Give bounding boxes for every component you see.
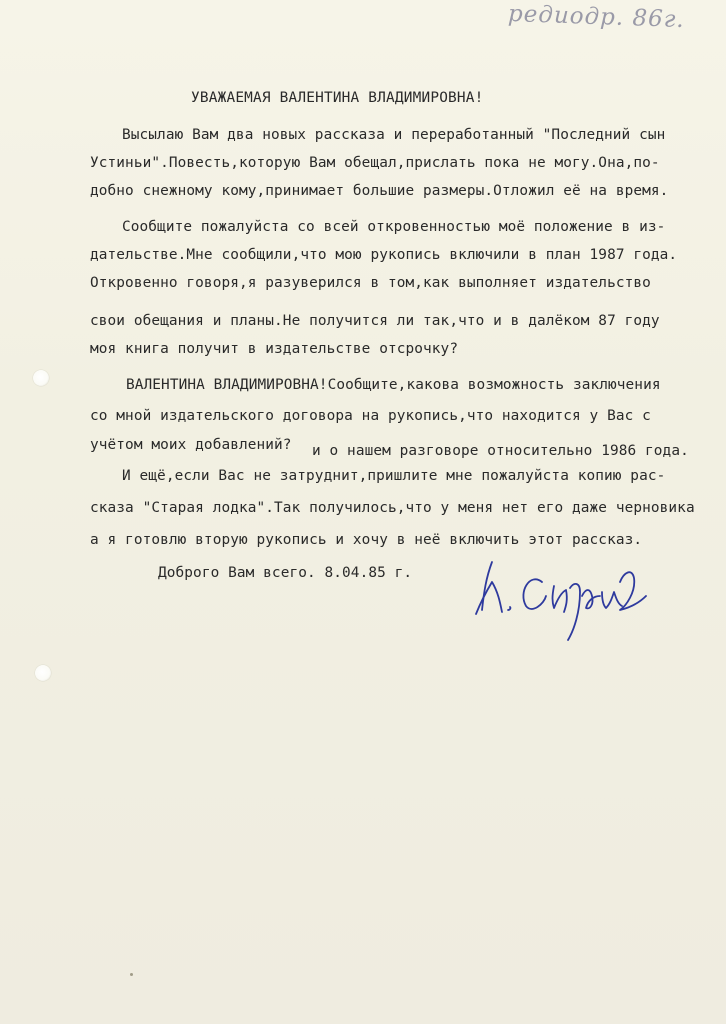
handwritten-margin-note: редиодр. 86г.	[507, 0, 686, 34]
letter-line: со мной издательского договора на рукопись,что находится у Вас с	[90, 408, 651, 424]
letter-line: моя книга получит в издательстве отсрочку?	[90, 341, 459, 357]
letter-salutation: УВАЖАЕМАЯ ВАЛЕНТИНА ВЛАДИМИРОВНА!	[191, 90, 484, 106]
letter-line: Сообщите пожалуйста со всей откровенностью моё положение в из-	[122, 219, 666, 235]
letter-line: дательстве.Мне сообщили,что мою рукопись включили в план 1987 года.	[90, 247, 678, 263]
letter-closing: Доброго Вам всего. 8.04.85 г.	[158, 565, 413, 581]
letter-line: Высылаю Вам два новых рассказа и переработанный "Последний сын	[122, 127, 666, 143]
letter-line: свои обещания и планы.Не получится ли так,что и в далёком 87 году	[90, 313, 660, 329]
letter-line: Устиньи".Повесть,которую Вам обещал,прислать пока не могу.Она,по-	[90, 155, 660, 171]
letter-line: учётом моих добавлений?	[90, 437, 292, 453]
letter-line: добно снежному кому,принимает большие размеры.Отложил её на время.	[90, 183, 669, 199]
letter-line: сказа "Старая лодка".Так получилось,что у меня нет его даже черновика	[90, 500, 695, 516]
letter-line: ВАЛЕНТИНА ВЛАДИМИРОВНА!Сообщите,какова возможность заключения	[126, 377, 661, 393]
letter-line: Откровенно говоря,я разуверился в том,как выполняет издательство	[90, 275, 651, 291]
handwritten-signature	[470, 552, 660, 652]
letter-line: а я готовлю вторую рукопись и хочу в неё включить этот рассказ.	[90, 532, 643, 548]
binder-hole	[33, 370, 49, 386]
letter-line: И ещё,если Вас не затруднит,пришлите мне пожалуйста копию рас-	[122, 468, 666, 484]
binder-hole	[35, 665, 51, 681]
letter-line: и о нашем разговоре относительно 1986 года.	[312, 443, 689, 459]
paper-speck	[130, 973, 133, 976]
